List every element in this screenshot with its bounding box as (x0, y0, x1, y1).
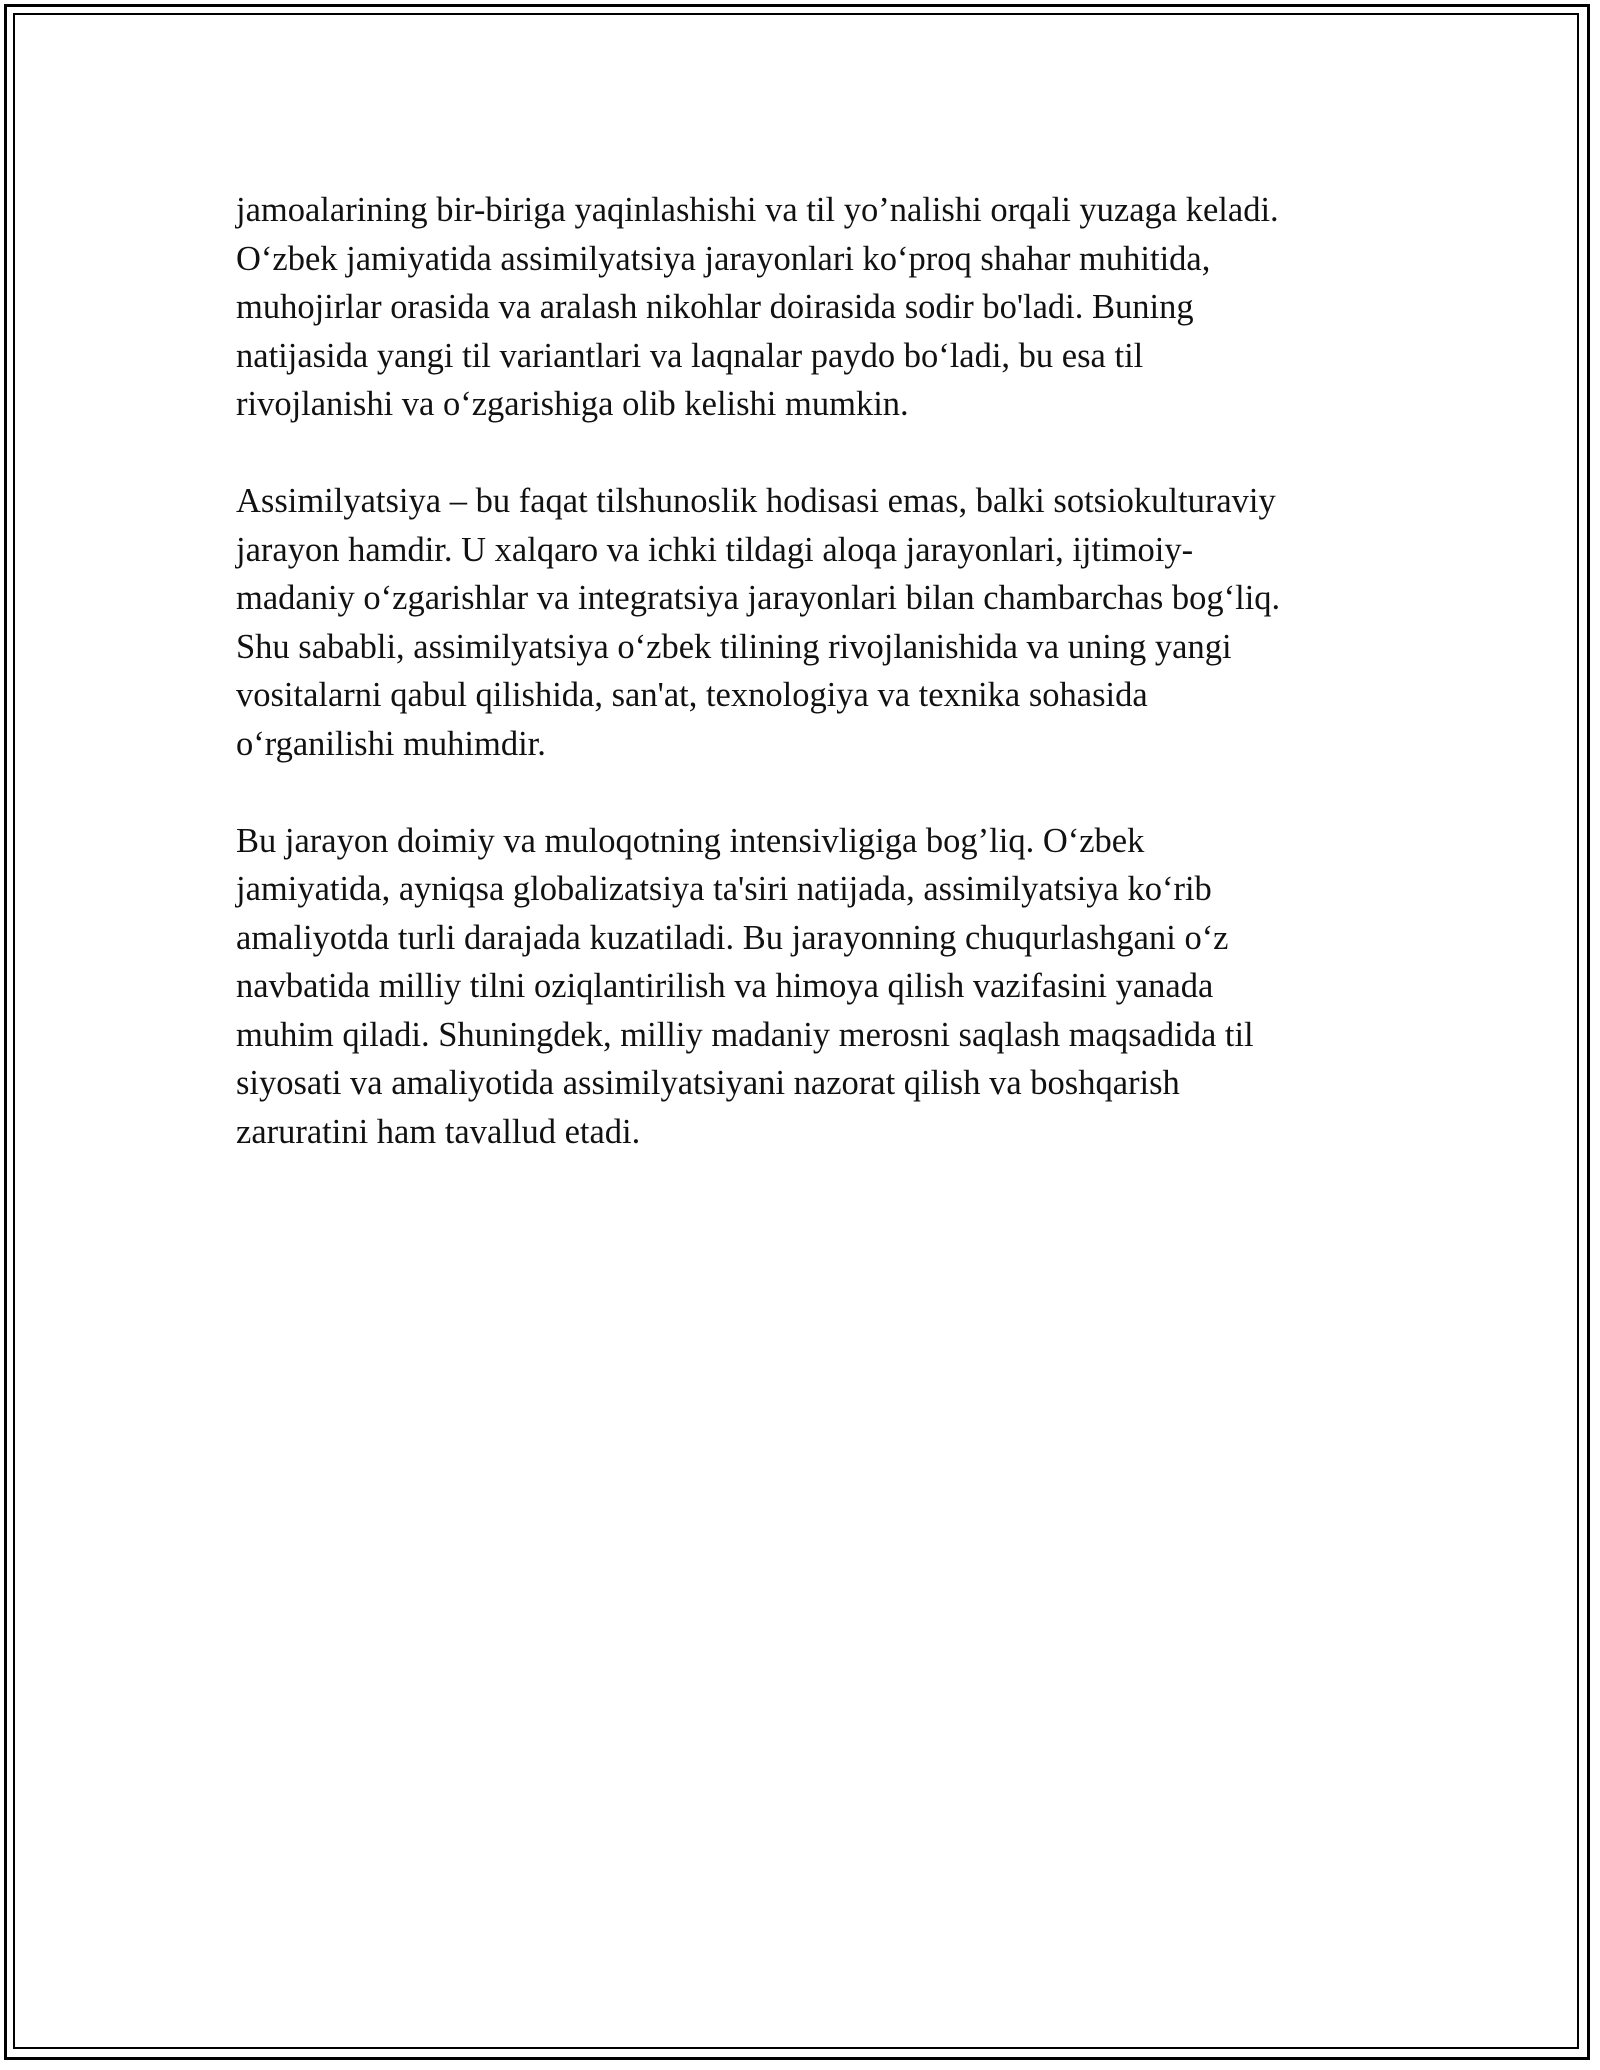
text-line: O‘zbek jamiyatida assimilyatsiya jarayonlari ko‘proq shahar muhitida, (236, 239, 1211, 278)
text-line: siyosati va amaliyotida assimilyatsiyani nazorat qilish va boshqarish (236, 1064, 1180, 1102)
text-line: rivojlanishi va o‘zgarishiga olib kelishi mumkin. (236, 385, 909, 423)
text-line: zaruratini ham tavallud etadi. (236, 1112, 641, 1151)
text-line: o‘rganilishi muhimdir. (236, 724, 546, 763)
text-line: Assimilyatsiya – bu faqat tilshunoslik hodisasi emas, balki sotsiokulturaviy (236, 482, 1276, 520)
paragraph-2 (236, 477, 1366, 768)
text-line: navbatida milliy tilni oziqlantirilish va himoya qilish vazifasini yanada (236, 967, 1214, 1005)
text-line: amaliyotda turli darajada kuzatiladi. Bu jarayonning chuqurlashgani o‘z (236, 918, 1229, 957)
text-line: jarayon hamdir. U xalqaro va ichki tildagi aloqa jarayonlari, ijtimoiy- (236, 530, 1194, 569)
document-body (236, 186, 1366, 1205)
text-line: jamiyatida, ayniqsa globalizatsiya ta'siri natijada, assimilyatsiya ko‘rib (236, 870, 1212, 908)
paragraph-3 (236, 817, 1366, 1157)
text-line: Bu jarayon doimiy va muloqotning intensivligiga bog’liq. O‘zbek (236, 821, 1145, 860)
text-line: vositalarni qabul qilishida, san'at, texnologiya va texnika sohasida (236, 676, 1148, 714)
paragraph-1 (236, 186, 1366, 429)
text-line: jamoalarining bir-biriga yaqinlashishi va til yo’nalishi orqali yuzaga keladi. (236, 191, 1279, 229)
text-line: Shu sababli, assimilyatsiya o‘zbek tilining rivojlanishida va uning yangi (236, 627, 1232, 666)
text-line: madaniy o‘zgarishlar va integratsiya jarayonlari bilan chambarchas bog‘liq. (236, 579, 1281, 617)
text-line: muhim qiladi. Shuningdek, milliy madaniy merosni saqlash maqsadida til (236, 1015, 1254, 1054)
text-line: natijasida yangi til variantlari va laqnalar paydo bo‘ladi, bu esa til (236, 336, 1144, 375)
text-line: muhojirlar orasida va aralash nikohlar doirasida sodir bo'ladi. Buning (236, 288, 1194, 326)
